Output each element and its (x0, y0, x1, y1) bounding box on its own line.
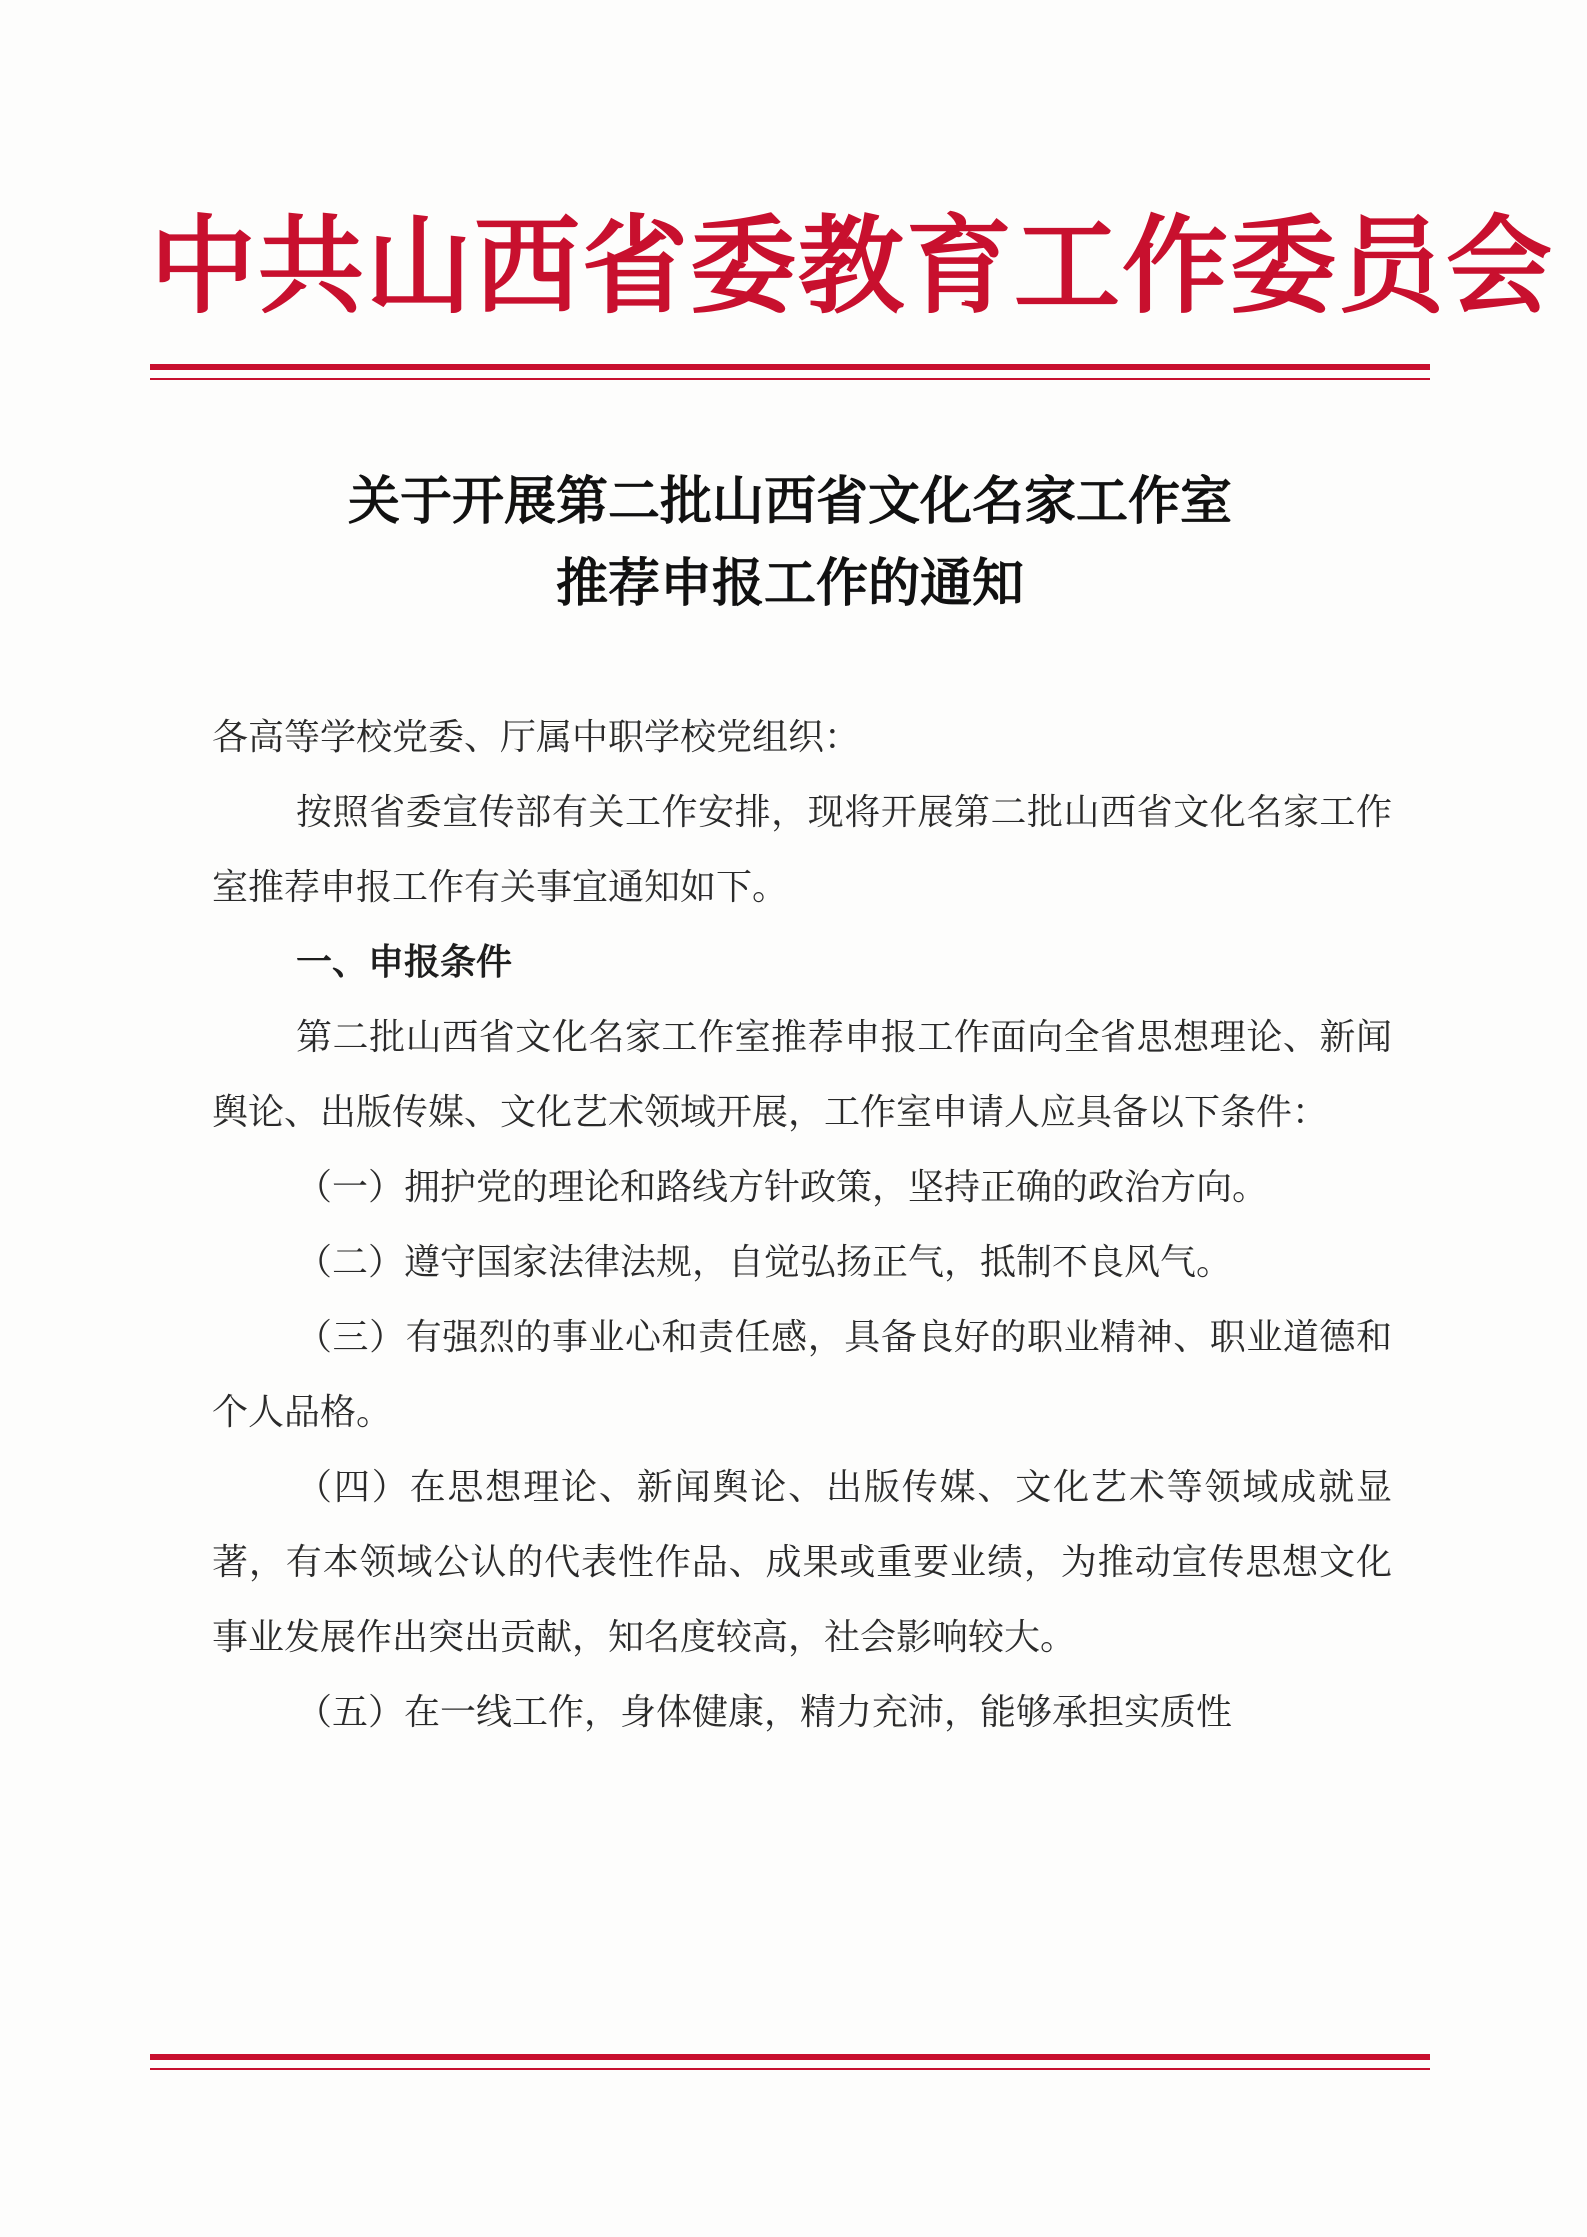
document-title-line-2: 推荐申报工作的通知 (555, 553, 1024, 614)
condition-item-5: （五）在一线工作，身体健康，精力充沛，能够承担实质性 (296, 1692, 1233, 1733)
letterhead-divider-thick (150, 364, 1430, 370)
footer-divider-thin (150, 2068, 1430, 2070)
letterhead-org-name: 中共山西省委教育工作委员会 (150, 203, 1554, 328)
footer-divider-thick (150, 2054, 1430, 2060)
salutation: 各高等学校党委、厅属中职学校党组织： (212, 717, 861, 758)
condition-item-1: （一）拥护党的理论和路线方针政策，坚持正确的政治方向。 (296, 1167, 1269, 1208)
condition-item-2: （二）遵守国家法律法规，自觉弘扬正气，抵制不良风气。 (296, 1242, 1233, 1283)
condition-item-3: （三）有强烈的事业心和责任感，具备良好的职业精神、职业道德和个人品格。 (212, 1317, 1392, 1433)
document-title-line-1: 关于开展第二批山西省文化名家工作室 (347, 471, 1232, 532)
condition-item-4: （四）在思想理论、新闻舆论、出版传媒、文化艺术等领域成就显著，有本领域公认的代表性作品、成果或重要业绩，为推动宣传思想文化事业发展作出突出贡献，知名度较高，社会影响较大。 (212, 1467, 1392, 1658)
letterhead-divider-thin (150, 378, 1430, 380)
section-heading: 一、申报条件 (296, 942, 513, 983)
intro-paragraph: 按照省委宣传部有关工作安排，现将开展第二批山西省文化名家工作室推荐申报工作有关事宜通知如下。 (212, 792, 1392, 908)
section-intro-paragraph: 第二批山西省文化名家工作室推荐申报工作面向全省思想理论、新闻舆论、出版传媒、文化艺术领域开展，工作室申请人应具备以下条件： (212, 1017, 1392, 1133)
document-body (212, 700, 1392, 1750)
